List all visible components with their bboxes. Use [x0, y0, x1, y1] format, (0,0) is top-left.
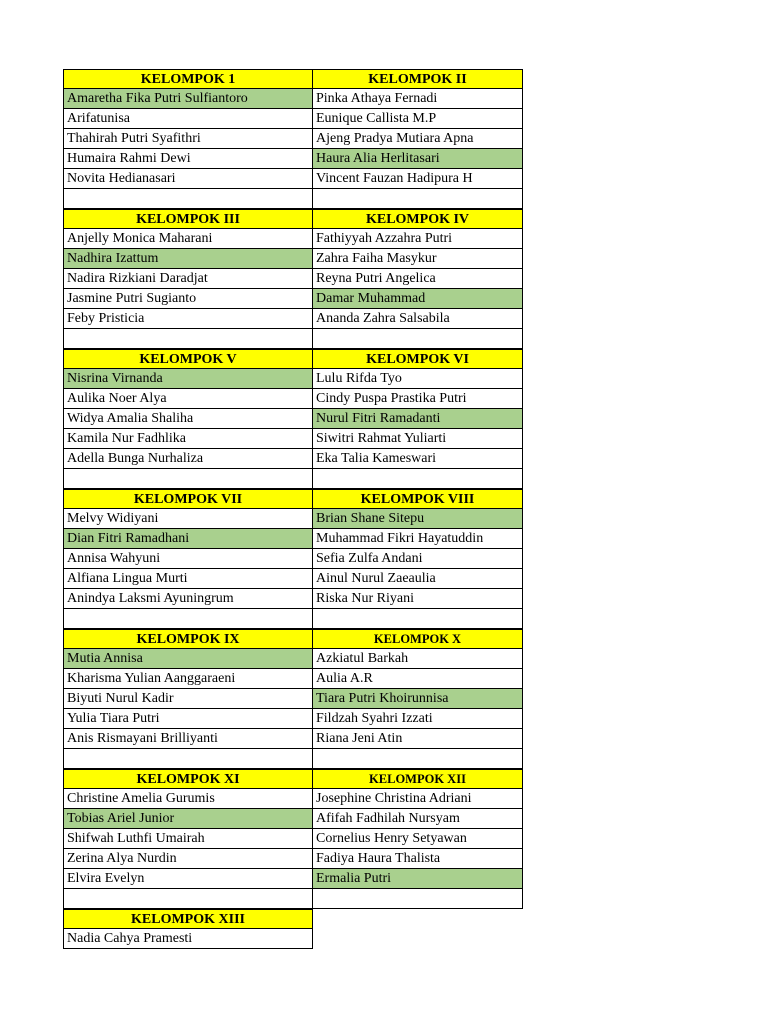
member-cell[interactable]: Yulia Tiara Putri: [63, 709, 313, 729]
empty-cell[interactable]: [313, 609, 523, 629]
member-cell[interactable]: Reyna Putri Angelica: [313, 269, 523, 289]
group-header-row: [63, 489, 523, 509]
group-title[interactable]: KELOMPOK VII: [63, 489, 313, 509]
group-header-row: [63, 629, 523, 649]
member-cell[interactable]: Feby Pristicia: [63, 309, 313, 329]
member-cell-highlighted[interactable]: Haura Alia Herlitasari: [313, 149, 523, 169]
spacer-row: [63, 609, 523, 629]
member-cell[interactable]: Biyuti Nurul Kadir: [63, 689, 313, 709]
group-header-row: [63, 209, 523, 229]
group-sheet: [63, 69, 523, 949]
member-cell[interactable]: Fathiyyah Azzahra Putri: [313, 229, 523, 249]
member-cell[interactable]: Sefia Zulfa Andani: [313, 549, 523, 569]
group-block: [63, 769, 523, 909]
spacer-row: [63, 329, 523, 349]
group-title[interactable]: KELOMPOK V: [63, 349, 313, 369]
group-title[interactable]: KELOMPOK X: [313, 629, 523, 649]
member-row: [63, 89, 523, 109]
member-cell[interactable]: Anindya Laksmi Ayuningrum: [63, 589, 313, 609]
group-header-row: [63, 909, 523, 929]
member-cell[interactable]: Arifatunisa: [63, 109, 313, 129]
group-block: [63, 349, 523, 489]
member-row: [63, 369, 523, 389]
member-cell[interactable]: Christine Amelia Gurumis: [63, 789, 313, 809]
group-block: [63, 209, 523, 349]
member-row: [63, 129, 523, 149]
member-cell[interactable]: Siwitri Rahmat Yuliarti: [313, 429, 523, 449]
member-cell[interactable]: Eka Talia Kameswari: [313, 449, 523, 469]
member-cell-highlighted[interactable]: Amaretha Fika Putri Sulfiantoro: [63, 89, 313, 109]
member-cell-highlighted[interactable]: Mutia Annisa: [63, 649, 313, 669]
group-title[interactable]: KELOMPOK 1: [63, 69, 313, 89]
member-row: [63, 149, 523, 169]
member-cell-highlighted[interactable]: Nadhira Izattum: [63, 249, 313, 269]
member-cell[interactable]: Riska Nur Riyani: [313, 589, 523, 609]
member-row: [63, 569, 523, 589]
member-cell-highlighted[interactable]: Dian Fitri Ramadhani: [63, 529, 313, 549]
member-row: [63, 869, 523, 889]
spacer-row: [63, 189, 523, 209]
member-row: [63, 269, 523, 289]
group-title[interactable]: KELOMPOK XIII: [63, 909, 313, 929]
member-cell[interactable]: Afifah Fadhilah Nursyam: [313, 809, 523, 829]
group-header-row: [63, 69, 523, 89]
member-row: [63, 729, 523, 749]
member-cell[interactable]: Adella Bunga Nurhaliza: [63, 449, 313, 469]
group-block: [63, 69, 523, 209]
member-cell[interactable]: Aulia A.R: [313, 669, 523, 689]
member-cell-highlighted[interactable]: Ermalia Putri: [313, 869, 523, 889]
member-cell-highlighted[interactable]: Nisrina Virnanda: [63, 369, 313, 389]
empty-cell[interactable]: [63, 749, 313, 769]
member-cell[interactable]: Novita Hedianasari: [63, 169, 313, 189]
member-cell[interactable]: Riana Jeni Atin: [313, 729, 523, 749]
member-cell[interactable]: Zerina Alya Nurdin: [63, 849, 313, 869]
member-cell[interactable]: Pinka Athaya Fernadi: [313, 89, 523, 109]
member-row: [63, 309, 523, 329]
member-row: [63, 829, 523, 849]
empty-cell[interactable]: [63, 189, 313, 209]
member-cell[interactable]: Cindy Puspa Prastika Putri: [313, 389, 523, 409]
member-cell[interactable]: Humaira Rahmi Dewi: [63, 149, 313, 169]
empty-cell[interactable]: [63, 889, 313, 909]
member-cell[interactable]: Nadia Cahya Pramesti: [63, 929, 313, 949]
member-cell[interactable]: Fildzah Syahri Izzati: [313, 709, 523, 729]
member-row: [63, 429, 523, 449]
spacer-row: [63, 889, 523, 909]
member-cell[interactable]: Ajeng Pradya Mutiara Apna: [313, 129, 523, 149]
group-title[interactable]: KELOMPOK III: [63, 209, 313, 229]
member-cell[interactable]: Azkiatul Barkah: [313, 649, 523, 669]
member-row: [63, 849, 523, 869]
member-cell[interactable]: Elvira Evelyn: [63, 869, 313, 889]
group-title[interactable]: KELOMPOK XII: [313, 769, 523, 789]
spacer-row: [63, 749, 523, 769]
member-cell[interactable]: Lulu Rifda Tyo: [313, 369, 523, 389]
empty-cell[interactable]: [63, 469, 313, 489]
member-cell-highlighted[interactable]: Tobias Ariel Junior: [63, 809, 313, 829]
group-title[interactable]: KELOMPOK VI: [313, 349, 523, 369]
member-cell-highlighted[interactable]: Damar Muhammad: [313, 289, 523, 309]
member-cell[interactable]: Cornelius Henry Setyawan: [313, 829, 523, 849]
member-row: [63, 169, 523, 189]
member-cell[interactable]: Melvy Widiyani: [63, 509, 313, 529]
member-row: [63, 709, 523, 729]
member-row: [63, 449, 523, 469]
member-row: [63, 649, 523, 669]
group-title[interactable]: KELOMPOK II: [313, 69, 523, 89]
member-row: [63, 229, 523, 249]
empty-cell[interactable]: [313, 889, 523, 909]
group-block: [63, 489, 523, 629]
empty-cell[interactable]: [63, 329, 313, 349]
member-cell[interactable]: Kharisma Yulian Aanggaraeni: [63, 669, 313, 689]
member-cell[interactable]: Widya Amalia Shaliha: [63, 409, 313, 429]
member-row: [63, 589, 523, 609]
empty-cell[interactable]: [313, 189, 523, 209]
member-cell[interactable]: Anjelly Monica Maharani: [63, 229, 313, 249]
member-cell[interactable]: Nadira Rizkiani Daradjat: [63, 269, 313, 289]
member-row: [63, 549, 523, 569]
member-cell-highlighted[interactable]: Nurul Fitri Ramadanti: [313, 409, 523, 429]
member-cell[interactable]: Shifwah Luthfi Umairah: [63, 829, 313, 849]
member-row: [63, 689, 523, 709]
member-cell[interactable]: Muhammad Fikri Hayatuddin: [313, 529, 523, 549]
member-cell[interactable]: Eunique Callista M.P: [313, 109, 523, 129]
member-cell[interactable]: Vincent Fauzan Hadipura H: [313, 169, 523, 189]
group-title[interactable]: KELOMPOK XI: [63, 769, 313, 789]
member-row: [63, 249, 523, 269]
empty-cell[interactable]: [313, 909, 523, 929]
empty-cell[interactable]: [63, 609, 313, 629]
group-block: [63, 909, 523, 949]
group-title[interactable]: KELOMPOK VIII: [313, 489, 523, 509]
member-row: [63, 529, 523, 549]
member-cell[interactable]: Anis Rismayani Brilliyanti: [63, 729, 313, 749]
group-title[interactable]: KELOMPOK IX: [63, 629, 313, 649]
empty-cell[interactable]: [313, 329, 523, 349]
member-cell[interactable]: Aulika Noer Alya: [63, 389, 313, 409]
member-cell[interactable]: Jasmine Putri Sugianto: [63, 289, 313, 309]
member-row: [63, 509, 523, 529]
member-row: [63, 809, 523, 829]
member-cell[interactable]: Thahirah Putri Syafithri: [63, 129, 313, 149]
member-cell[interactable]: Ananda Zahra Salsabila: [313, 309, 523, 329]
member-cell[interactable]: Zahra Faiha Masykur: [313, 249, 523, 269]
member-row: [63, 109, 523, 129]
member-cell[interactable]: Kamila Nur Fadhlika: [63, 429, 313, 449]
empty-cell[interactable]: [313, 749, 523, 769]
member-cell[interactable]: Annisa Wahyuni: [63, 549, 313, 569]
member-row: [63, 289, 523, 309]
spacer-row: [63, 469, 523, 489]
member-cell[interactable]: Alfiana Lingua Murti: [63, 569, 313, 589]
member-cell-highlighted[interactable]: Brian Shane Sitepu: [313, 509, 523, 529]
group-block: [63, 629, 523, 769]
member-cell-highlighted[interactable]: Tiara Putri Khoirunnisa: [313, 689, 523, 709]
empty-cell[interactable]: [313, 469, 523, 489]
member-row: [63, 669, 523, 689]
member-row: [63, 389, 523, 409]
member-row: [63, 409, 523, 429]
member-cell[interactable]: Ainul Nurul Zaeaulia: [313, 569, 523, 589]
member-row: [63, 929, 523, 949]
group-header-row: [63, 349, 523, 369]
group-title[interactable]: KELOMPOK IV: [313, 209, 523, 229]
member-cell[interactable]: Josephine Christina Adriani: [313, 789, 523, 809]
member-cell[interactable]: Fadiya Haura Thalista: [313, 849, 523, 869]
group-header-row: [63, 769, 523, 789]
empty-cell[interactable]: [313, 929, 523, 949]
member-row: [63, 789, 523, 809]
